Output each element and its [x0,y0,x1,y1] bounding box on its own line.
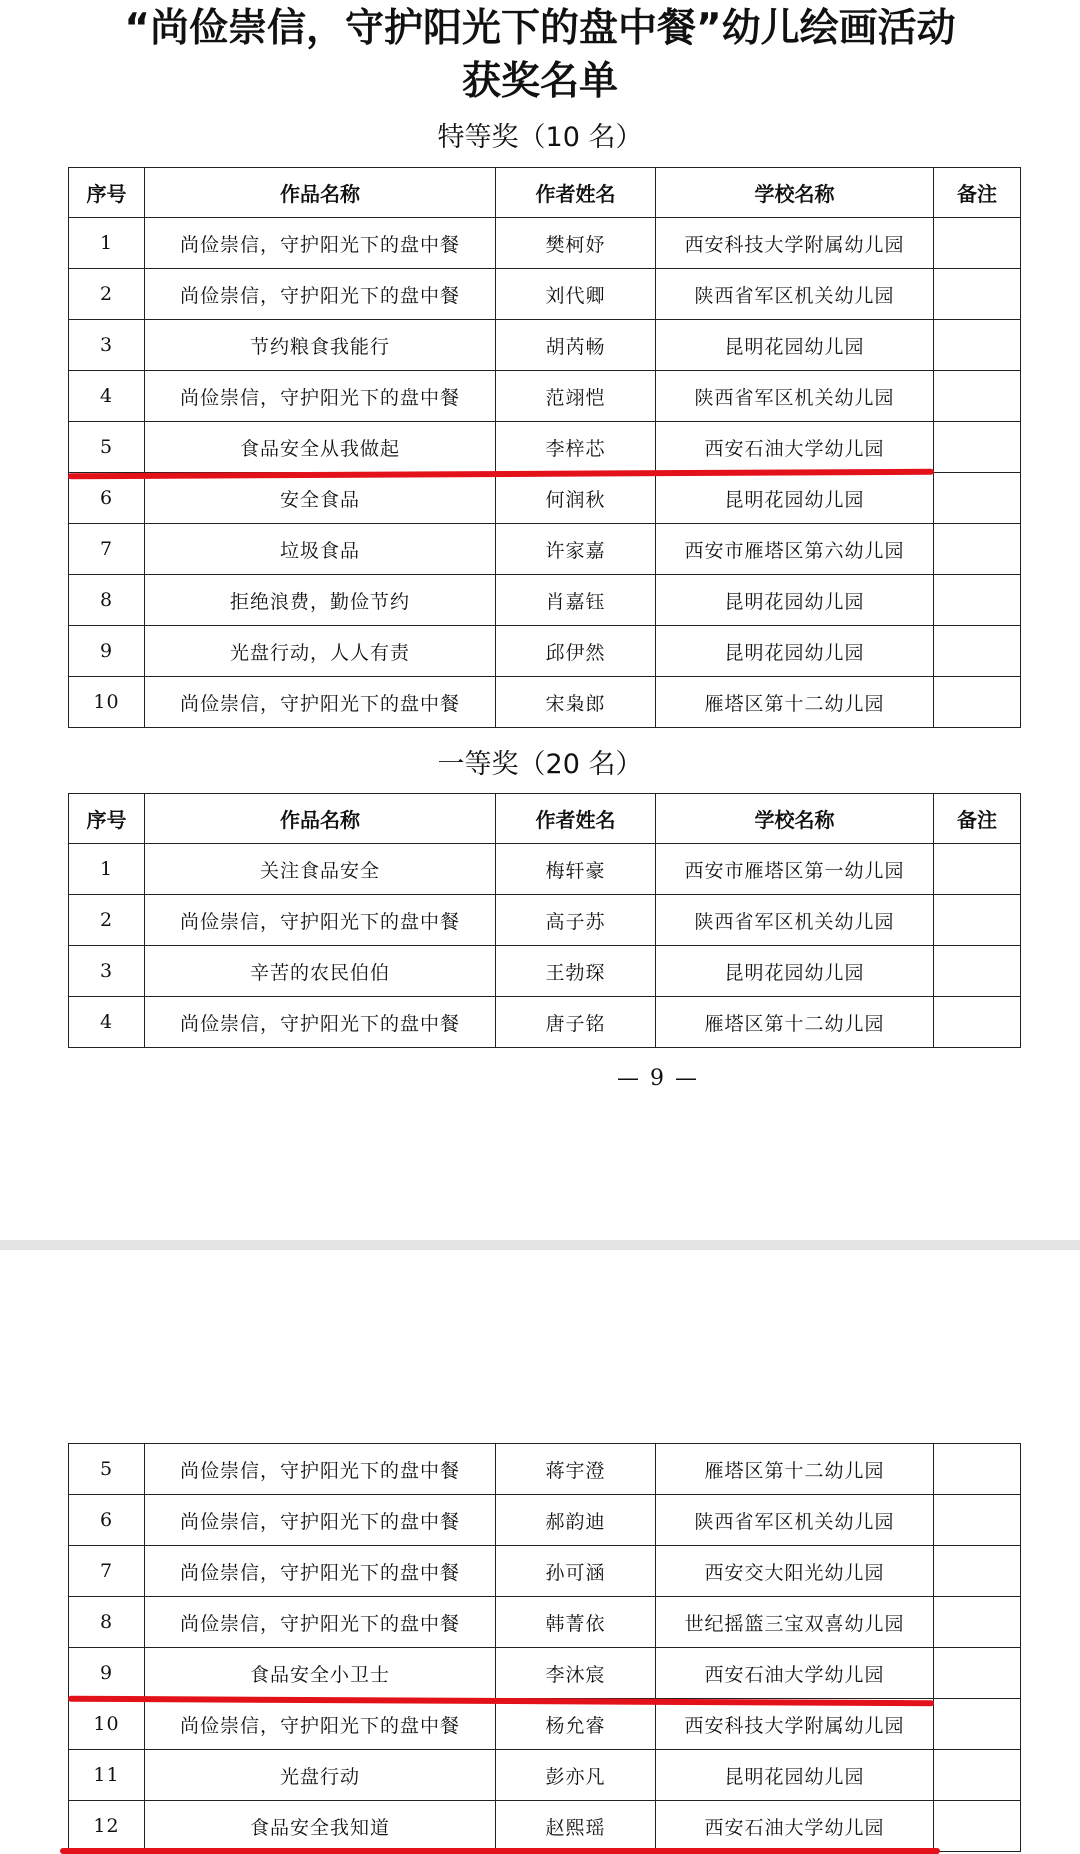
cell-title: 尚俭崇信，守护阳光下的盘中餐 [145,1699,496,1750]
cell-school: 昆明花园幼儿园 [656,320,934,371]
cell-note [934,1444,1021,1495]
cell-author: 蒋宇澄 [496,1444,656,1495]
cell-school: 昆明花园幼儿园 [656,1750,934,1801]
cell-school: 昆明花园幼儿园 [656,626,934,677]
cell-number: 6 [69,473,145,524]
cell-author: 范翊恺 [496,371,656,422]
cell-author: 唐子铭 [496,997,656,1048]
cell-school: 雁塔区第十二幼儿园 [656,1444,934,1495]
document-page-2 [0,1250,1080,1853]
cell-number: 7 [69,524,145,575]
cell-number: 2 [69,895,145,946]
cell-number: 3 [69,320,145,371]
table-row [69,895,1021,946]
table-row [69,1648,1021,1699]
cell-number: 9 [69,1648,145,1699]
column-header-number: 序号 [69,168,145,218]
cell-author: 樊柯妤 [496,218,656,269]
table-row [69,1444,1021,1495]
red-underline-mark [60,1848,940,1854]
cell-author: 郝韵迪 [496,1495,656,1546]
cell-school: 陕西省军区机关幼儿园 [656,895,934,946]
document-title-line-1: “尚俭崇信，守护阳光下的盘中餐”幼儿绘画活动 [124,6,956,51]
cell-title: 尚俭崇信，守护阳光下的盘中餐 [145,1546,496,1597]
cell-note [934,1801,1021,1852]
table-row [69,320,1021,371]
cell-number: 10 [69,677,145,728]
cell-number: 7 [69,1546,145,1597]
cell-title: 尚俭崇信，守护阳光下的盘中餐 [145,997,496,1048]
cell-title: 尚俭崇信，守护阳光下的盘中餐 [145,269,496,320]
cell-number: 2 [69,269,145,320]
cell-number: 5 [69,422,145,473]
cell-note [934,320,1021,371]
cell-note [934,1495,1021,1546]
cell-author: 韩菁依 [496,1597,656,1648]
cell-school: 西安石油大学幼儿园 [656,1801,934,1852]
cell-note [934,1597,1021,1648]
cell-author: 李沐宸 [496,1648,656,1699]
cell-author: 宋枭郎 [496,677,656,728]
cell-number: 10 [69,1699,145,1750]
cell-author: 李梓芯 [496,422,656,473]
cell-author: 赵熙瑶 [496,1801,656,1852]
cell-school: 陕西省军区机关幼儿园 [656,269,934,320]
cell-note [934,422,1021,473]
cell-number: 5 [69,1444,145,1495]
column-header-school: 学校名称 [656,168,934,218]
special-award-heading: 特等奖（10 名） [437,122,643,153]
column-header-author: 作者姓名 [496,794,656,844]
cell-note [934,1750,1021,1801]
cell-author: 刘代卿 [496,269,656,320]
table-row [69,1801,1021,1852]
cell-title: 食品安全小卫士 [145,1648,496,1699]
table-row [69,473,1021,524]
cell-title: 节约粮食我能行 [145,320,496,371]
table-row [69,1597,1021,1648]
table-header-row [69,168,1021,218]
cell-author: 高子苏 [496,895,656,946]
cell-note [934,575,1021,626]
column-header-note: 备注 [934,168,1021,218]
table-header-row [69,794,1021,844]
cell-title: 尚俭崇信，守护阳光下的盘中餐 [145,677,496,728]
table-row [69,575,1021,626]
table-row [69,1750,1021,1801]
cell-note [934,1699,1021,1750]
cell-number: 1 [69,844,145,895]
table-row [69,844,1021,895]
cell-note [934,218,1021,269]
cell-title: 关注食品安全 [145,844,496,895]
table-row [69,524,1021,575]
cell-title: 尚俭崇信，守护阳光下的盘中餐 [145,1597,496,1648]
column-header-note: 备注 [934,794,1021,844]
cell-title: 尚俭崇信，守护阳光下的盘中餐 [145,218,496,269]
cell-school: 西安石油大学幼儿园 [656,1648,934,1699]
cell-number: 6 [69,1495,145,1546]
cell-note [934,524,1021,575]
page-separator [0,1240,1080,1250]
cell-school: 西安科技大学附属幼儿园 [656,1699,934,1750]
cell-school: 世纪摇篮三宝双喜幼儿园 [656,1597,934,1648]
cell-author: 邱伊然 [496,626,656,677]
cell-number: 4 [69,997,145,1048]
cell-school: 西安市雁塔区第六幼儿园 [656,524,934,575]
cell-note [934,626,1021,677]
cell-author: 梅轩豪 [496,844,656,895]
cell-note [934,269,1021,320]
cell-school: 昆明花园幼儿园 [656,575,934,626]
table-row [69,997,1021,1048]
cell-note [934,997,1021,1048]
column-header-title: 作品名称 [145,794,496,844]
cell-school: 陕西省军区机关幼儿园 [656,1495,934,1546]
table-row [69,1495,1021,1546]
cell-number: 8 [69,1597,145,1648]
table-row [69,946,1021,997]
cell-title: 辛苦的农民伯伯 [145,946,496,997]
cell-note [934,1546,1021,1597]
table-row [69,1546,1021,1597]
cell-note [934,473,1021,524]
page-number: — 9 — [617,1066,699,1091]
cell-author: 肖嘉钰 [496,575,656,626]
cell-number: 4 [69,371,145,422]
cell-school: 西安科技大学附属幼儿园 [656,218,934,269]
cell-title: 尚俭崇信，守护阳光下的盘中餐 [145,1444,496,1495]
cell-author: 孙可涵 [496,1546,656,1597]
cell-note [934,371,1021,422]
table-row [69,422,1021,473]
table-row [69,626,1021,677]
cell-title: 食品安全我知道 [145,1801,496,1852]
cell-note [934,946,1021,997]
cell-author: 杨允睿 [496,1699,656,1750]
cell-school: 雁塔区第十二幼儿园 [656,677,934,728]
column-header-school: 学校名称 [656,794,934,844]
table-row [69,1699,1021,1750]
first-award-table [68,793,1021,1048]
cell-title: 光盘行动 [145,1750,496,1801]
cell-school: 西安石油大学幼儿园 [656,422,934,473]
cell-note [934,1648,1021,1699]
cell-number: 11 [69,1750,145,1801]
cell-title: 尚俭崇信，守护阳光下的盘中餐 [145,1495,496,1546]
cell-school: 雁塔区第十二幼儿园 [656,997,934,1048]
cell-author: 何润秋 [496,473,656,524]
cell-author: 胡芮畅 [496,320,656,371]
cell-number: 8 [69,575,145,626]
column-header-title: 作品名称 [145,168,496,218]
table-row [69,269,1021,320]
cell-note [934,895,1021,946]
cell-number: 9 [69,626,145,677]
cell-title: 食品安全从我做起 [145,422,496,473]
special-award-table [68,167,1021,728]
cell-number: 3 [69,946,145,997]
cell-school: 昆明花园幼儿园 [656,946,934,997]
cell-number: 1 [69,218,145,269]
table-row [69,371,1021,422]
first-award-heading: 一等奖（20 名） [437,749,643,780]
first-award-table-continued [68,1443,1021,1852]
cell-title: 光盘行动，人人有责 [145,626,496,677]
cell-title: 尚俭崇信，守护阳光下的盘中餐 [145,371,496,422]
table-row [69,677,1021,728]
cell-school: 西安交大阳光幼儿园 [656,1546,934,1597]
cell-title: 安全食品 [145,473,496,524]
table-row [69,218,1021,269]
cell-author: 许家嘉 [496,524,656,575]
cell-note [934,844,1021,895]
cell-title: 垃圾食品 [145,524,496,575]
cell-school: 昆明花园幼儿园 [656,473,934,524]
cell-author: 彭亦凡 [496,1750,656,1801]
cell-school: 陕西省军区机关幼儿园 [656,371,934,422]
cell-title: 尚俭崇信，守护阳光下的盘中餐 [145,895,496,946]
column-header-author: 作者姓名 [496,168,656,218]
cell-title: 拒绝浪费，勤俭节约 [145,575,496,626]
cell-number: 12 [69,1801,145,1852]
cell-school: 西安市雁塔区第一幼儿园 [656,844,934,895]
cell-note [934,677,1021,728]
column-header-number: 序号 [69,794,145,844]
cell-author: 王勃琛 [496,946,656,997]
document-title-line-2: 获奖名单 [461,59,618,104]
